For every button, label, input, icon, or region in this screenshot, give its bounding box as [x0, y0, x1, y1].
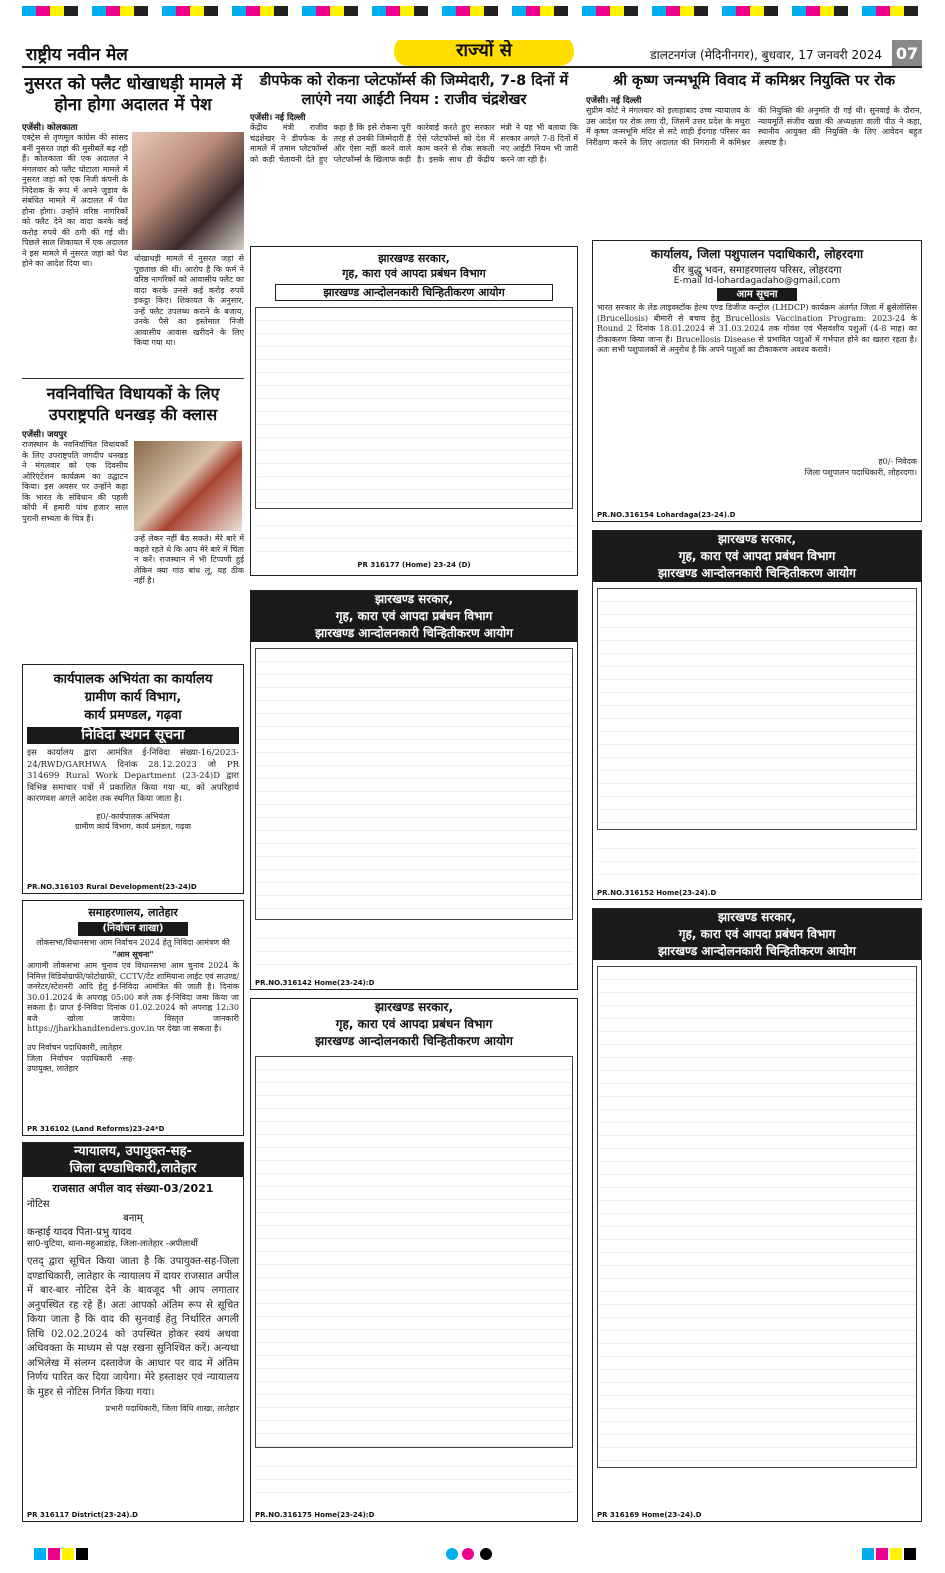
latehar-title-2: (निर्वाचन शाखा)	[78, 922, 188, 936]
article-body-cont: धोखाधड़ी मामले में नुसरत जहां से पूछताछ की थी। आरोप है कि फर्म ने वरिष्ठ नागरिकों को आवासीय फ्लैट का वादा करके उनसे कई करोड़ रुपये इकट्ठा किए। शिकायत के अनुसार, उन्हें फ्लैट उपलब्ध कराने के बजाय, उनके पैसे का इस्तेमाल निजी आवासीय आवास खरीदने के लिए किया गया था।	[134, 254, 244, 347]
latehar-sub-1: लोकसभा/विधानसभा आम निर्वाचन 2024 हेतु निविदा आमंत्रण की	[36, 938, 230, 947]
article-byline: एजेंसी। जयपुर	[22, 430, 67, 440]
jh-pr-5: PR 316169 Home(23-24).D	[597, 1511, 702, 1519]
jh-line-1: झारखण्ड सरकार,	[378, 252, 450, 265]
reg-cyan-mark	[34, 1548, 46, 1560]
latehar-notice	[22, 900, 244, 1136]
article-headline: डीपफेक को रोकना प्लेटफॉर्म्स की जिम्मेदारी, 7-8 दिनों में लाएंगे नया आईटी नियम : राजीव चंद्रशेखर	[259, 73, 569, 108]
jh-pr-1: PR 316177 (Home) 23-24 (D)	[357, 561, 471, 569]
court-party: कन्हाई यादव पिता-प्रभु यादव	[27, 1227, 132, 1238]
article-byline: एजेंसी। नई दिल्ली	[250, 113, 306, 123]
jh-notice-4	[592, 530, 922, 900]
jh-line-1: झारखण्ड सरकार,	[251, 591, 577, 608]
deepfake-article	[250, 72, 578, 242]
reg-circle-black	[480, 1548, 492, 1560]
court-title-2: जिला दण्डाधिकारी,लातेहार	[23, 1160, 243, 1177]
latehar-body: आगामी लोकसभा आम चुनाव एवं विधानसभा आम चुनाव 2024 के निमित्त विडियोग्राफी/फोटोग्राफी, CCTV/टेंट शामियाना लाईट एवं साउण्ड/जनरेटर/स्टेशनरी आदि हेतु ई-निविदा आमंत्रित की जाती है। दिनांक 30.01.2024 के अपराह्न 05:00 बजे तक ई-निविदा जमा किया जा सकता है। प्राप्त ई-निविदा दिनांक 01.02.2024 को अपराह्न 12:30 बजे खोला जायेगा। विस्तृत जानकारी https://jharkhandtenders.gov.in पर देखा जा सकता है।	[27, 961, 239, 1033]
jh-line-1: झारखण्ड सरकार,	[593, 909, 921, 926]
vice-president-photo	[134, 441, 242, 531]
jh-footnote-1	[255, 513, 573, 553]
jh-line-2: गृह, कारा एवं आपदा प्रबंधन विभाग	[251, 608, 577, 625]
reg-circle-magenta	[462, 1548, 474, 1560]
tender-sign-1: ह0/-कार्यपालक अभियंता	[96, 811, 170, 821]
pashu-body: भारत सरकार के लेड लाइवस्टॉक हेल्थ एण्ड डिजीज कन्ट्रोल (LHDCP) कार्यक्रम अंतर्गत जिला में ब्रुसेलोसिस (Brucellosis) बीमारी से बचाव हेतु Brucellosis Vaccination Program: 2023-24 के Round 2 दिनांक 18.01.2024 से 31.03.2024 तक गोवंश एवं भैंसवंशीय पशुओं (4-8 माह) का टीकाकरण किया जाना है। Brucellosis Disease से प्रभावित पशुओं में गर्भपात होने का खतरा रहता है। अतः सभी पशुपालकों से अनुरोध है कि अपने पशुओं का टीकाकरण अवश्य करावें।	[597, 303, 917, 354]
tender-title-2: ग्रामीण कार्य विभाग,	[84, 690, 182, 705]
reg-magenta-mark-right	[876, 1548, 888, 1560]
article-headline: नवनिर्वाचित विधायकों के लिए उपराष्ट्रपति धनखड़ की क्लास	[46, 384, 220, 424]
court-title-1: न्यायालय, उपायुक्त-सह-	[23, 1143, 243, 1160]
jh-line-3: झारखण्ड आन्दोलनकारी चिन्हितीकरण आयोग	[251, 625, 577, 642]
pashu-title-1: कार्यालय, जिला पशुपालन पदाधिकारी, लोहरदगा	[650, 247, 864, 261]
jh-footnote-2	[255, 926, 573, 976]
court-notice	[22, 1142, 244, 1522]
paper-name: राष्ट्रीय नवीन मेल	[26, 45, 128, 65]
jh-line-1: झारखण्ड सरकार,	[593, 531, 921, 548]
reg-circle-cyan	[446, 1548, 458, 1560]
article-body: केंद्रीय मंत्री राजीव चंद्रशेखर ने डीपफेक के मामले में तमाम प्लेटफॉर्म्स को कड़ी चेतावनी देते हुए कहा है कि इसे रोकना पूरी तरह से उनकी जिम्मेदारी है और ऐसा नहीं करने वाले प्लेटफॉर्म्स के खिलाफ कड़ी कार्रवाई करते हुए सरकार ऐसे प्लेटफॉर्म्स को देश में काम करने से रोक सकती है। इसके साथ ही केंद्रीय मंत्री ने यह भी बताया कि सरकार अगले 7-8 दिनों में नए आईटी नियम भी जारी करने जा रही है।	[250, 123, 578, 164]
court-case-number: राजसात अपील वाद संख्या-03/2021	[52, 1182, 214, 1195]
tender-title-3: कार्य प्रमण्डल, गढ़वा	[84, 708, 182, 723]
pashu-pr: PR.NO.316154 Lohardaga(23-24).D	[597, 511, 736, 519]
jh-notice-2	[250, 590, 578, 990]
tender-body: इस कार्यालय द्वारा आमंत्रित ई-निविदा संख्या-16/2023-24/RWD/GARHWA दिनांक 28.12.2023 जो PR 314699 Rural Work Department (23-24)D द्वारा विभिन्न समाचार पत्रों में प्रकाशित किया गया था, को अपरिहार्य कारणवश अगले आदेश तक स्थगित किया जाता है।	[27, 748, 239, 804]
reg-black-mark-right	[904, 1548, 916, 1560]
jh-table-1	[255, 307, 573, 509]
latehar-title-1: समाहरणालय, लातेहार	[88, 906, 178, 919]
jh-line-3: झारखण्ड आन्दोलनकारी चिन्हितीकरण आयोग	[251, 1033, 577, 1050]
jh-notice-1	[250, 246, 578, 576]
court-address: सा0-चुटिया, थाना-महुआडांड़, जिला-लातेहार -अपीलार्थी	[27, 1239, 198, 1249]
jh-table-5	[597, 966, 917, 1468]
pashupalan-notice	[592, 240, 922, 522]
article-byline: एजेंसी। कोलकाता	[22, 123, 78, 133]
masthead	[22, 40, 922, 68]
section-label: राज्यों से	[394, 40, 574, 66]
court-body: एतद् द्वारा सूचित किया जाता है कि उपायुक्त-सह-जिला दण्डाधिकारी, लातेहार के न्यायालय में दायर राजसात अपील में बार-बार नोटिस देने के बावजूद भी आप लगातार अनुपस्थित रह रहे हैं। अतः आपको अंतिम रूप से सूचित किया जाता है कि वाद की सुनवाई हेतु निर्धारित अगली तिथि 02.02.2024 को उपस्थित होकर स्वयं अथवा अधिवक्ता के माध्यम से पक्ष रखना सुनिश्चित करें। अन्यथा अभिलेख में संलग्न दस्तावेज के आधार पर वाद में अंतिम निर्णय पारित कर दिया जायेगा। मेरे हस्ताक्षर एवं न्यायालय के मुहर से नोटिस निर्गत किया गया।	[27, 1256, 239, 1398]
article-body: सुप्रीम कोर्ट ने मंगलवार को इलाहाबाद उच्च न्यायालय के उस आदेश पर रोक लगा दी, जिसमें उत्तर प्रदेश के मथुरा में कृष्ण जन्मभूमि मंदिर से सटे शाही ईदगाह परिसर का निरीक्षण करने के लिए अदालत की निगरानी में कमिश्नर की नियुक्ति की अनुमति दी गई थी। सुनवाई के दौरान, न्यायमूर्ति संजीव खन्ना की अध्यक्षता वाली पीठ ने कहा, स्थानीय आयुक्त की नियुक्ति के लिए आवेदन बहुत अस्पष्ट है।	[586, 106, 922, 147]
article-headline: श्री कृष्ण जन्मभूमि विवाद में कमिश्नर नियुक्ति पर रोक	[612, 73, 896, 89]
top-registration-strip	[22, 6, 922, 16]
court-banam: बनाम्	[123, 1213, 143, 1224]
tender-pr: PR.NO.316103 Rural Development(23-24)D	[27, 883, 197, 891]
actress-photo	[132, 132, 244, 250]
article-body-cont: उन्हें लेकर नहीं बैठ सकते। मेरे बारे में कहते रहते थे कि आप मेरे बारे में चिंता न करें। राजस्थान में भी टिप्पणी हुई लेकिन क्या गांठ बांध लूं, यह ठीक नहीं है।	[134, 534, 244, 585]
tender-band: निविदा स्थगन सूचना	[27, 727, 239, 744]
pashu-email: E-mail Id-lohardagadaho@gmail.com	[673, 276, 841, 286]
tender-notice	[22, 664, 244, 894]
jh-notice-5	[592, 908, 922, 1522]
jh-line-2: गृह, कारा एवं आपदा प्रबंधन विभाग	[251, 1016, 577, 1033]
jh-line-3: झारखण्ड आन्दोलनकारी चिन्हितीकरण आयोग	[593, 565, 921, 582]
page-number: 07	[892, 40, 922, 68]
court-pr: PR 316117 District(23-24).D	[27, 1511, 138, 1519]
jh-notice-3	[250, 998, 578, 1522]
tender-sign-2: ग्रामीण कार्य विभाग, कार्य प्रमंडल, गढ़वा	[74, 822, 192, 831]
reg-yellow-mark-right	[890, 1548, 902, 1560]
article-body: एक्ट्रेस से तृणमूल कांग्रेस की सांसद बनीं नुसरत जहां की मुसीबतें बढ़ रही हैं। कोलकाता की एक अदालत ने मंगलवार को फ्लैट घोटाला मामले में नुसरत जहां को एक निजी कंपनी के निदेशक के रूप में अपने जुड़ाव के संबंधित मामले में अदालत में पेश होना होगा। उन्होंने वरिष्ठ नागरिकों को फ्लैट देने का वादा करके कई करोड़ रुपये की ठगी की गई थी। पिछले साल शिकायत में एक अदालत ने इस मामले में नुसरत जहां को पेश होने का आदेश दिया था।	[22, 133, 128, 268]
latehar-pr: PR 316102 (Land Reforms)23-24*D	[27, 1125, 165, 1133]
reg-yellow-mark	[62, 1548, 74, 1560]
article-body: राजस्थान के नवनिर्वाचित विधायकों के लिए उपराष्ट्रपति जगदीप धनखड़ ने मंगलवार को एक दिवसीय ओरिएंटेशन कार्यक्रम का उद्घाटन किया। इस अवसर पर उन्होंने कहा कि भारत के संविधान की पहली कॉपी में हमारी पांच हजार साल पुरानी सभ्यता के चित्र हैं।	[22, 440, 128, 523]
article-headline: नुसरत को फ्लैट धोखाधड़ी मामले में होना होगा अदालत में पेश	[24, 74, 242, 115]
latehar-sub-2: "आम सूचना"	[112, 948, 154, 959]
jh-footnote-3	[255, 1454, 573, 1504]
pashu-band: आम सूचना	[717, 288, 797, 301]
court-sign: प्रभारी पदाधिकारी, जिला विधि शाखा, लातेहार	[105, 1404, 239, 1413]
latehar-sign-1: उप निर्वाचन पदाधिकारी, लातेहार	[27, 1042, 122, 1052]
pashu-title-2: वीर बुद्धु भवन, समाहरणालय परिसर, लोहरदगा	[672, 265, 842, 276]
jh-footnote-4	[597, 836, 917, 881]
nusrat-article	[22, 74, 244, 374]
jh-table-4	[597, 588, 917, 830]
jh-line-3: झारखण्ड आन्दोलनकारी चिन्हितीकरण आयोग	[593, 943, 921, 960]
jh-pr-3: PR.NO.316175 Home(23-24):D	[255, 1511, 375, 1519]
reg-magenta-mark	[48, 1548, 60, 1560]
pashu-sign-1: ह0/- निवेदक	[878, 457, 917, 466]
latehar-sign-2: जिला निर्वाचन पदाधिकारी -सह-उपायुक्त, लातेहार	[27, 1053, 135, 1073]
reg-cyan-mark-right	[862, 1548, 874, 1560]
court-notice-label: नोटिस	[27, 1199, 50, 1210]
jh-pr-4: PR.NO.316152 Home(23-24).D	[597, 889, 717, 897]
dateline: डालटनगंज (मेदिनीनगर), बुधवार, 17 जनवरी 2024	[650, 48, 882, 62]
tender-title-1: कार्यपालक अभियंता का कार्यालय	[53, 672, 213, 687]
jh-line-3: झारखण्ड आन्दोलनकारी चिन्हितीकरण आयोग	[275, 284, 553, 301]
pashu-sign-2: जिला पशुपालन पदाधिकारी, लोहरदगा।	[804, 467, 917, 477]
jh-line-1: झारखण्ड सरकार,	[251, 999, 577, 1016]
jh-table-2	[255, 648, 573, 920]
jh-line-2: गृह, कारा एवं आपदा प्रबंधन विभाग	[342, 267, 486, 280]
jh-pr-2: PR.NO.316142 Home(23-24):D	[255, 979, 375, 987]
jh-line-2: गृह, कारा एवं आपदा प्रबंधन विभाग	[593, 548, 921, 565]
krishna-article	[586, 72, 922, 242]
article-byline: एजेंसी। नई दिल्ली	[586, 96, 642, 106]
vidhayak-article	[22, 378, 244, 660]
jh-line-2: गृह, कारा एवं आपदा प्रबंधन विभाग	[593, 926, 921, 943]
jh-table-3	[255, 1056, 573, 1448]
reg-black-mark	[76, 1548, 88, 1560]
